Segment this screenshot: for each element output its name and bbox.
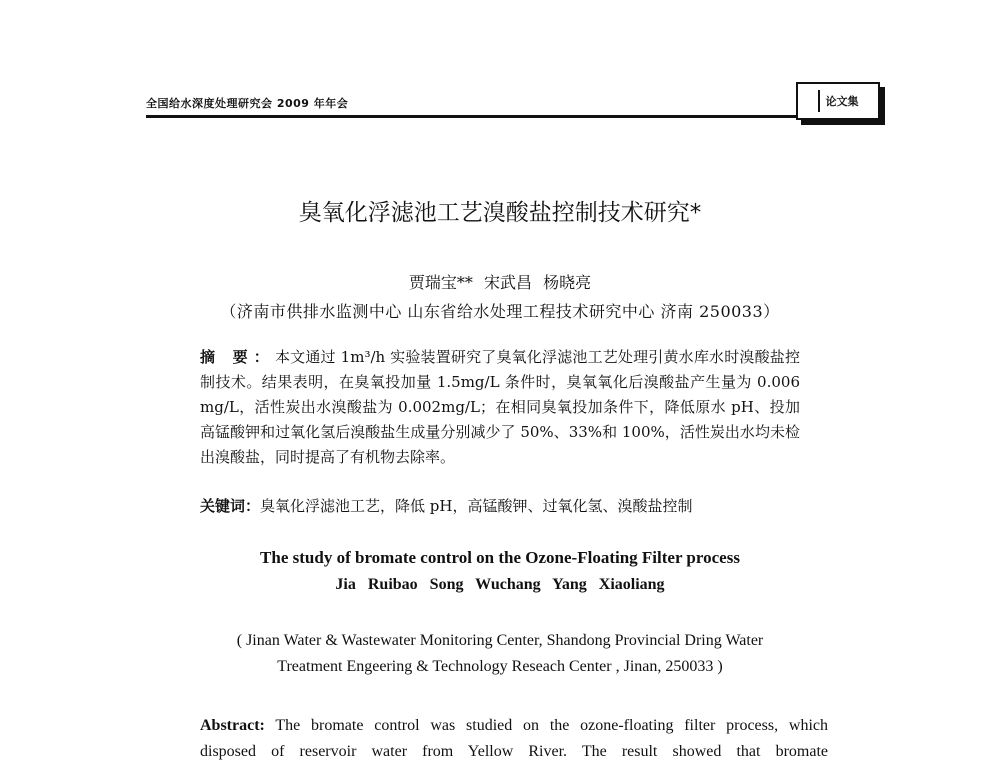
- authors-cn: 贾瑞宝** 宋武昌 杨晓亮: [408, 273, 592, 292]
- abstract-en-line-1: [200, 713, 828, 739]
- authors-en: Jia Ruibao Song Wuchang Yang Xiaoliang: [335, 576, 665, 593]
- abstract-en-text-1: The bromate control was studied on the ozone-floating filter process, which: [275, 717, 828, 734]
- abstract-cn: [200, 345, 800, 470]
- paper-title-cn: 臭氧化浮滤池工艺溴酸盐控制技术研究*: [298, 200, 702, 226]
- affiliation-en-line-2: Treatment Engeering & Technology Reseach Center , Jinan, 250033 ): [277, 658, 723, 675]
- running-header: 全国给水深度处理研究会 2009 年年会: [146, 97, 349, 110]
- abstract-en-label: Abstract:: [200, 717, 265, 734]
- affiliation-en: [160, 628, 840, 680]
- keywords-cn-text: 臭氧化浮滤池工艺，降低 pH，高锰酸钾、过氧化氢、溴酸盐控制: [260, 497, 693, 515]
- paper-title-en: The study of bromate control on the Ozone-Floating Filter process: [260, 548, 740, 567]
- section-tag: 论文集: [818, 90, 859, 112]
- abstract-cn-text: 本文通过 1m³/h 实验装置研究了臭氧化浮滤池工艺处理引黄水库水时溴酸盐控制技术。结果表明，在臭氧投加量 1.5mg/L 条件时，臭氧氧化后溴酸盐产生量为 0.006 mg/L，活性炭出水溴酸盐为 0.002mg/L；在相同臭氧投加条件下，降低原水 pH、投加高锰酸钾和过氧化氢后溴酸盐生成量分别减少了 50%、33%和 100%，活性炭出水均未检出溴酸盐，同时提高了有机物去除率。: [200, 348, 800, 466]
- keywords-cn-label: 关键词：: [200, 497, 261, 515]
- abstract-en: [200, 713, 828, 765]
- abstract-en-line-2: disposed of reservoir water from Yellow River. The result showed that bromate: [200, 743, 828, 760]
- section-tag-box: [796, 82, 880, 120]
- affiliation-en-line-1: ( Jinan Water & Wastewater Monitoring Center, Shandong Provincial Dring Water: [236, 632, 764, 649]
- affiliation-cn: （济南市供排水监测中心 山东省给水处理工程技术研究中心 济南 250033）: [220, 302, 780, 321]
- header-divider: [146, 115, 800, 118]
- keywords-cn: [200, 494, 820, 519]
- abstract-cn-label: 摘 要：: [200, 348, 275, 366]
